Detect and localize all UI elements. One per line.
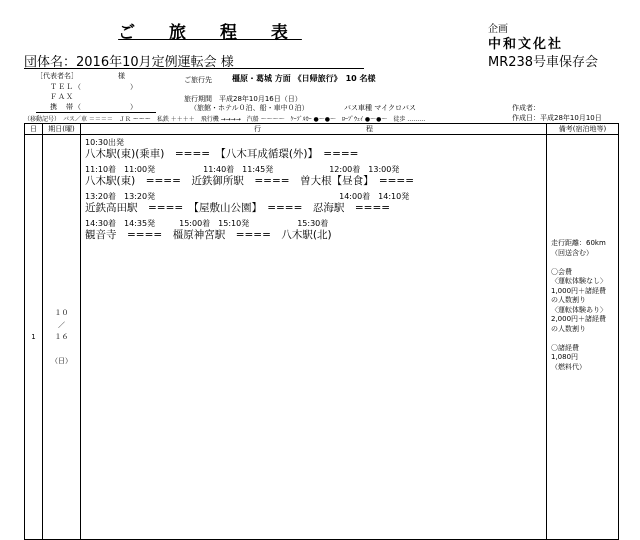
schedule-route: 観音寺 ==== 橿原神宮駅 ==== 八木駅(北): [85, 229, 332, 241]
bus-type: バス車種 マイクロバス: [344, 104, 416, 112]
schedule-time: 14:30着 14:35発 15:00着 15:10発 15:30着: [85, 219, 329, 228]
created-date: 作成日：平成28年10月10日: [512, 114, 602, 122]
tel-field: ＴＥＬ（ ）: [50, 83, 138, 91]
schedule-cell: [81, 135, 547, 540]
destination-label: ご旅行先: [184, 76, 212, 84]
schedule-time: 13:20着 13:20発 14:00着 14:10発: [85, 192, 410, 201]
representative-label: ［代表者名］: [36, 72, 78, 80]
schedule-route: 八木駅(東)(乗車) ==== 【八木耳成循環(外)】 ====: [85, 148, 359, 160]
transport-legend: （移動記号） バス／車 ＝＝＝＝ ＪＲ ーーー 私鉄 ＋＋＋＋ 飛行機 →→→→ 汽船 ～～～～ ｹｰﾌﾞﾙｶｰ ●～●～ ﾛｰﾌﾟｳｪｲ ●～●～ 徒歩 ………: [24, 116, 426, 123]
page-title: ご 旅 程 表: [118, 23, 302, 43]
representative-suffix: 様: [118, 72, 125, 80]
organizer-subtitle: MR238号車保存会: [488, 55, 599, 70]
header-itinerary: 行 程: [81, 124, 547, 135]
contact-underline: [36, 112, 156, 113]
date-cell: １０ ／ １６ （日）: [43, 135, 81, 540]
organizer-name: 中和文化社: [488, 37, 564, 52]
author-label: 作成者：: [512, 104, 540, 112]
header-notes: 備考(宿泊地等): [547, 124, 619, 135]
trip-stay: （旅館・ホテル０泊、船・車中０泊）: [190, 104, 309, 112]
schedule-route: 八木駅(東) ==== 近鉄御所駅 ==== 曽大根【昼食】 ====: [85, 175, 415, 187]
header-day: 日: [25, 124, 43, 135]
schedule-time: 10:30出発: [85, 138, 125, 147]
header-date: 期日(曜): [43, 124, 81, 135]
organizer-label: 企画: [488, 24, 508, 35]
mobile-field: 携 帯（ ）: [50, 103, 138, 111]
group-underline: [24, 68, 364, 69]
schedule-route: 近鉄高田駅 ==== 【屋敷山公園】 ==== 忍海駅 ====: [85, 202, 391, 214]
notes-cell: 走行距離：60km （回送含む） 〇会費 〈運転体験なし〉 1,000円＋諸経費 の人数割り 〈運転体験あり〉 2,000円＋諸経費 の人数割り 〇諸経費 1,080円 （燃料代）: [547, 135, 619, 540]
destination-value: 橿原・葛城 方面 《日帰旅行》 10 名様: [232, 74, 376, 83]
schedule-time: 11:10着 11:00発 11:40着 11:45発 12:00着 13:00発: [85, 165, 400, 174]
fax-field: ＦＡＸ: [50, 93, 74, 101]
trip-period: 旅行期間 平成28年10月16日（日）: [184, 95, 302, 103]
day-cell: 1: [25, 135, 43, 540]
group-name: 団体名：2016年10月定例運転会 様: [24, 55, 234, 70]
itinerary-table: [24, 123, 619, 540]
